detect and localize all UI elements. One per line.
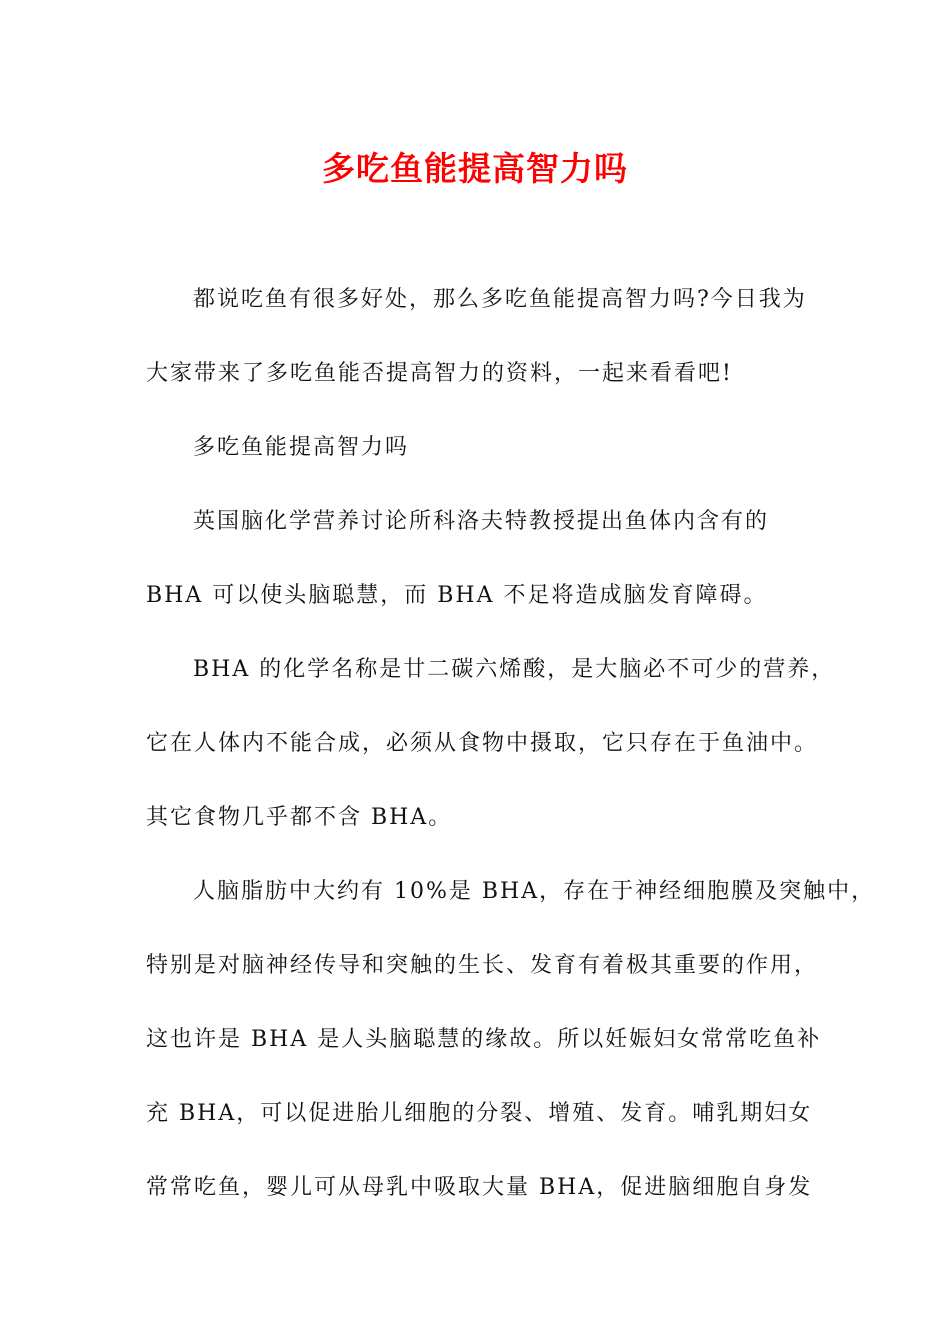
paragraph-line: 特别是对脑神经传导和突触的生长、发育有着极其重要的作用， [146,953,819,978]
section-heading: 多吃鱼能提高智力吗 [193,435,410,460]
paragraph-line: 都说吃鱼有很多好处，那么多吃鱼能提高智力吗?今日我为 [193,287,807,312]
paragraph-line: 充 BHA，可以促进胎儿细胞的分裂、增殖、发育。哺乳期妇女 [146,1101,813,1126]
document-title: 多吃鱼能提高智力吗 [322,149,628,188]
paragraph-line: 常常吃鱼，婴儿可从母乳中吸取大量 BHA，促进脑细胞自身发 [146,1175,813,1200]
paragraph-line: BHA 的化学名称是廿二碳六烯酸，是大脑必不可少的营养， [193,657,836,682]
paragraph-line: 这也许是 BHA 是人头脑聪慧的缘故。所以妊娠妇女常常吃鱼补 [146,1027,822,1052]
paragraph-line: 英国脑化学营养讨论所科洛夫特教授提出鱼体内含有的 [193,509,770,534]
paragraph-line: 其它食物几乎都不含 BHA。 [146,805,453,830]
paragraph-line: BHA 可以使头脑聪慧，而 BHA 不足将造成脑发育障碍。 [146,583,768,608]
paragraph-line: 人脑脂肪中大约有 10%是 BHA，存在于神经细胞膜及突触中， [193,879,876,904]
paragraph-line: 它在人体内不能合成，必须从食物中摄取，它只存在于鱼油中。 [146,731,819,756]
document-body [146,274,876,1236]
paragraph-line: 大家带来了多吃鱼能否提高智力的资料，一起来看看吧! [146,361,733,386]
